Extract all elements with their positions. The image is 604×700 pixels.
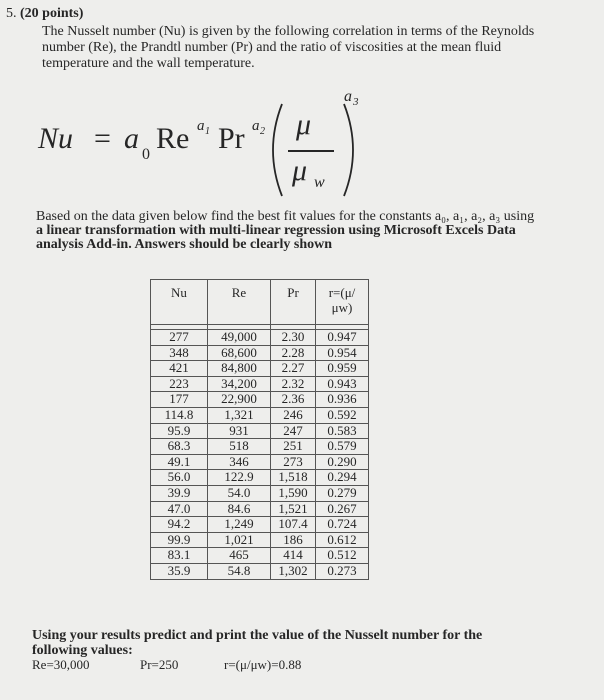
prediction-prompt	[32, 628, 512, 658]
table-row	[151, 376, 369, 392]
instruction-line-3: analysis Add-in. Answers should be clearly shown	[36, 237, 333, 252]
cell-nu: 421	[151, 361, 208, 377]
cell-pr: 414	[271, 548, 316, 564]
cell-nu: 94.2	[151, 517, 208, 533]
cell-r: 0.959	[316, 361, 369, 377]
cell-r: 0.612	[316, 532, 369, 548]
cell-r: 0.279	[316, 485, 369, 501]
eq-pr-exp: a	[252, 118, 260, 134]
question-intro	[42, 24, 582, 72]
table-row	[151, 423, 369, 439]
cell-nu: 99.9	[151, 532, 208, 548]
cell-nu: 39.9	[151, 485, 208, 501]
prediction-pr: Pr=250	[140, 657, 179, 672]
question-number	[6, 6, 83, 22]
cell-nu: 35.9	[151, 563, 208, 579]
cell-nu: 68.3	[151, 439, 208, 455]
cell-pr: 2.27	[271, 361, 316, 377]
eq-pr: Pr	[218, 122, 245, 155]
cell-pr: 251	[271, 439, 316, 455]
eq-denominator-mu: μ	[292, 154, 308, 187]
cell-r: 0.294	[316, 470, 369, 486]
table-row	[151, 532, 369, 548]
question-points: (20 points)	[20, 6, 84, 21]
cell-r: 0.943	[316, 376, 369, 392]
nusselt-equation	[38, 88, 398, 208]
cell-re: 465	[208, 548, 271, 564]
cell-re: 1,249	[208, 517, 271, 533]
eq-parentheses	[268, 98, 358, 208]
cell-pr: 246	[271, 407, 316, 423]
prediction-r: r=(μ/μw)=0.88	[224, 657, 302, 672]
cell-re: 518	[208, 439, 271, 455]
cell-r: 0.273	[316, 563, 369, 579]
eq-re-exp: a	[197, 118, 205, 134]
table-row	[151, 454, 369, 470]
cell-re: 84.6	[208, 501, 271, 517]
cell-r: 0.954	[316, 345, 369, 361]
eq-equals: =	[94, 122, 111, 155]
cell-re: 22,900	[208, 392, 271, 408]
question-index: 5.	[6, 6, 17, 21]
cell-r: 0.724	[316, 517, 369, 533]
eq-outer-exp: a	[344, 88, 352, 105]
cell-r: 0.290	[316, 454, 369, 470]
cell-r: 0.512	[316, 548, 369, 564]
table-row	[151, 470, 369, 486]
prediction-line-2: following values:	[32, 643, 133, 658]
eq-re-exp-sub: 1	[205, 126, 210, 137]
cell-pr: 107.4	[271, 517, 316, 533]
cell-pr: 1,518	[271, 470, 316, 486]
eq-lhs: Nu	[38, 122, 74, 155]
eq-a0: a	[124, 122, 139, 155]
prediction-line-1: Using your results predict and print the value of the Nusselt number for the	[32, 628, 483, 643]
prediction-re: Re=30,000	[32, 657, 90, 672]
cell-nu: 277	[151, 330, 208, 346]
cell-nu: 49.1	[151, 454, 208, 470]
intro-line-3: temperature and the wall temperature.	[42, 56, 255, 71]
eq-re: Re	[156, 122, 190, 155]
cell-pr: 2.32	[271, 376, 316, 392]
cell-nu: 83.1	[151, 548, 208, 564]
table-row	[151, 345, 369, 361]
header-r: r=(μ/μw)	[316, 280, 369, 325]
table-row	[151, 407, 369, 423]
header-nu: Nu	[151, 280, 208, 325]
table-row	[151, 517, 369, 533]
cell-re: 49,000	[208, 330, 271, 346]
cell-pr: 1,521	[271, 501, 316, 517]
intro-line-2: number (Re), the Prandtl number (Pr) and the ratio of viscosities at the mean fluid	[42, 40, 502, 55]
cell-re: 346	[208, 454, 271, 470]
cell-re: 931	[208, 423, 271, 439]
cell-re: 84,800	[208, 361, 271, 377]
intro-line-1: The Nusselt number (Nu) is given by the following correlation in terms of the Reynolds	[42, 24, 535, 39]
table-row	[151, 330, 369, 346]
cell-r: 0.579	[316, 439, 369, 455]
table-row	[151, 485, 369, 501]
cell-pr: 2.36	[271, 392, 316, 408]
cell-re: 1,321	[208, 407, 271, 423]
cell-pr: 2.28	[271, 345, 316, 361]
cell-pr: 273	[271, 454, 316, 470]
eq-outer-exp-sub: 3	[353, 96, 359, 108]
eq-denominator-sub: w	[314, 174, 325, 191]
eq-pr-exp-sub: 2	[260, 126, 265, 137]
cell-nu: 223	[151, 376, 208, 392]
cell-pr: 1,590	[271, 485, 316, 501]
cell-pr: 2.30	[271, 330, 316, 346]
table-row	[151, 439, 369, 455]
header-re: Re	[208, 280, 271, 325]
table-row	[151, 548, 369, 564]
cell-pr: 247	[271, 423, 316, 439]
eq-fraction-line	[288, 150, 334, 152]
cell-re: 122.9	[208, 470, 271, 486]
cell-re: 68,600	[208, 345, 271, 361]
cell-r: 0.583	[316, 423, 369, 439]
cell-re: 54.0	[208, 485, 271, 501]
cell-nu: 114.8	[151, 407, 208, 423]
cell-nu: 95.9	[151, 423, 208, 439]
instructions	[36, 210, 576, 252]
table-body	[151, 330, 369, 580]
eq-numerator-mu: μ	[296, 108, 312, 141]
cell-nu: 47.0	[151, 501, 208, 517]
cell-r: 0.947	[316, 330, 369, 346]
eq-a0-sub: 0	[142, 146, 150, 163]
cell-re: 34,200	[208, 376, 271, 392]
cell-nu: 177	[151, 392, 208, 408]
table-row	[151, 501, 369, 517]
cell-r: 0.267	[316, 501, 369, 517]
cell-re: 1,021	[208, 532, 271, 548]
cell-nu: 348	[151, 345, 208, 361]
cell-r: 0.936	[316, 392, 369, 408]
data-table	[150, 279, 369, 580]
table-header-row	[151, 280, 369, 325]
table-row	[151, 361, 369, 377]
cell-pr: 186	[271, 532, 316, 548]
cell-nu: 56.0	[151, 470, 208, 486]
header-pr: Pr	[271, 280, 316, 325]
table-row	[151, 392, 369, 408]
cell-re: 54.8	[208, 563, 271, 579]
instruction-line-2: a linear transformation with multi-linear regression using Microsoft Excels Data	[36, 223, 516, 238]
instruction-line-1: Based on the data given below find the best fit values for the constants a₀, a₁, a₂, a₃ using	[36, 209, 535, 224]
cell-r: 0.592	[316, 407, 369, 423]
table-row	[151, 563, 369, 579]
cell-pr: 1,302	[271, 563, 316, 579]
